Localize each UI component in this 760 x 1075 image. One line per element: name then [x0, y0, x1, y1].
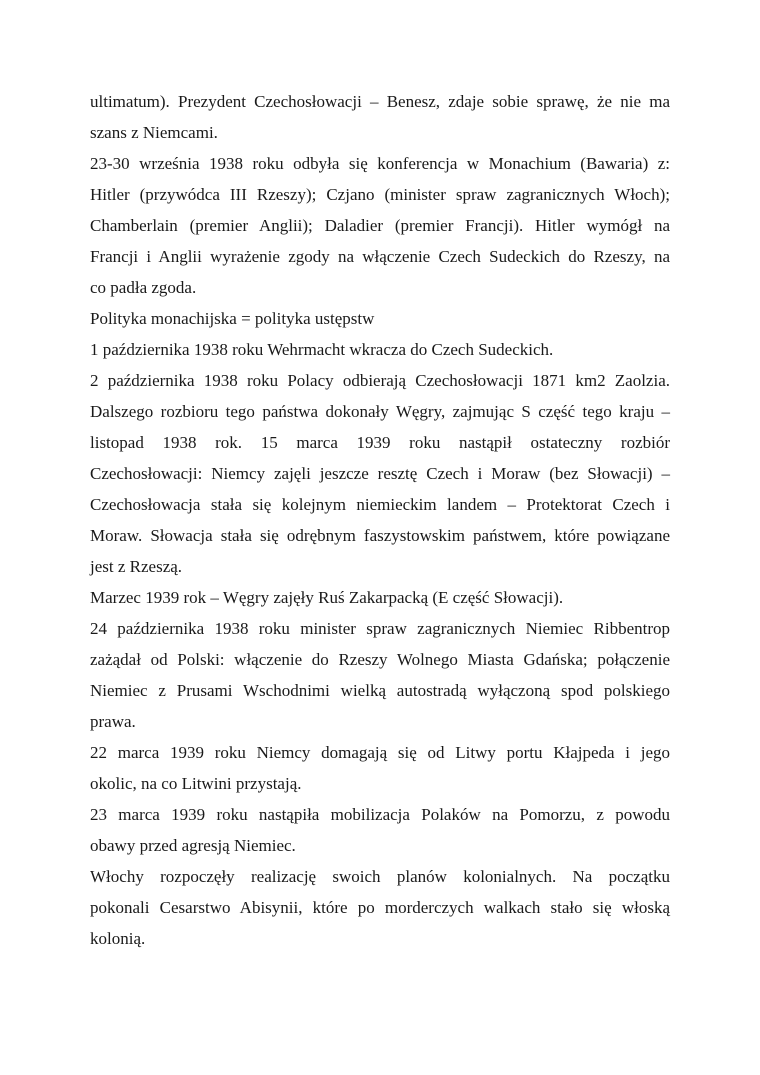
text-line: 23 marca 1939 roku nastąpiła mobilizacja Polaków na Pomorzu, z powodu	[90, 805, 670, 824]
paragraph-abyssinia	[90, 861, 670, 954]
paragraph-klaipeda	[90, 737, 670, 799]
text-line: zażądał od Polski: włączenie do Rzeszy Wolnego Miasta Gdańska; połączenie	[90, 650, 670, 669]
paragraph-ultimatum	[90, 86, 670, 148]
document-page	[90, 86, 670, 954]
text-line: prawa.	[90, 712, 136, 731]
paragraph-appeasement	[90, 303, 670, 334]
text-line: Marzec 1939 rok – Węgry zajęły Ruś Zakarpacką (E część Słowacji).	[90, 588, 564, 607]
text-line: jest z Rzeszą.	[90, 557, 183, 576]
paragraph-wehrmacht	[90, 334, 670, 365]
text-line: Czechosłowacji: Niemcy zajęli jeszcze resztę Czech i Moraw (bez Słowacji) –	[90, 464, 670, 483]
text-line: pokonali Cesarstwo Abisynii, które po morderczych walkach stało się włoską	[90, 898, 670, 917]
text-line: Włochy rozpoczęły realizację swoich planów kolonialnych. Na początku	[90, 867, 670, 886]
paragraph-ruthenia	[90, 582, 670, 613]
text-line: Polityka monachijska = polityka ustępstw	[90, 309, 375, 328]
text-line: obawy przed agresją Niemiec.	[90, 836, 296, 855]
text-line: Chamberlain (premier Anglii); Daladier (premier Francji). Hitler wymógł na	[90, 216, 670, 235]
text-line: Moraw. Słowacja stała się odrębnym faszystowskim państwem, które powiązane	[90, 526, 670, 545]
text-line: Hitler (przywódca III Rzeszy); Czjano (minister spraw zagranicznych Włoch);	[90, 185, 670, 204]
text-line: ultimatum). Prezydent Czechosłowacji – Benesz, zdaje sobie sprawę, że nie ma	[90, 92, 670, 111]
text-line: 22 marca 1939 roku Niemcy domagają się od Litwy portu Kłajpeda i jego	[90, 743, 670, 762]
text-line: 2 października 1938 roku Polacy odbierają Czechosłowacji 1871 km2 Zaolzia.	[90, 371, 670, 390]
text-line: 24 października 1938 roku minister spraw zagranicznych Niemiec Ribbentrop	[90, 619, 670, 638]
paragraph-zaolzie	[90, 365, 670, 582]
text-line: 1 października 1938 roku Wehrmacht wkracza do Czech Sudeckich.	[90, 340, 554, 359]
text-line: Czechosłowacja stała się kolejnym niemieckim landem – Protektorat Czech i	[90, 495, 670, 514]
text-line: co padła zgoda.	[90, 278, 197, 297]
text-line: Niemiec z Prusami Wschodnimi wielką autostradą wyłączoną spod polskiego	[90, 681, 670, 700]
text-line: kolonią.	[90, 929, 146, 948]
text-line: szans z Niemcami.	[90, 123, 218, 142]
text-line: listopad 1938 rok. 15 marca 1939 roku nastąpił ostateczny rozbiór	[90, 433, 670, 452]
text-line: Francji i Anglii wyrażenie zgody na włączenie Czech Sudeckich do Rzeszy, na	[90, 247, 670, 266]
paragraph-ribbentrop	[90, 613, 670, 737]
paragraph-munich-conference	[90, 148, 670, 303]
text-line: Dalszego rozbioru tego państwa dokonały Węgry, zajmując S część tego kraju –	[90, 402, 670, 421]
text-line: 23-30 września 1938 roku odbyła się konferencja w Monachium (Bawaria) z:	[90, 154, 670, 173]
text-line: okolic, na co Litwini przystają.	[90, 774, 302, 793]
paragraph-mobilization	[90, 799, 670, 861]
